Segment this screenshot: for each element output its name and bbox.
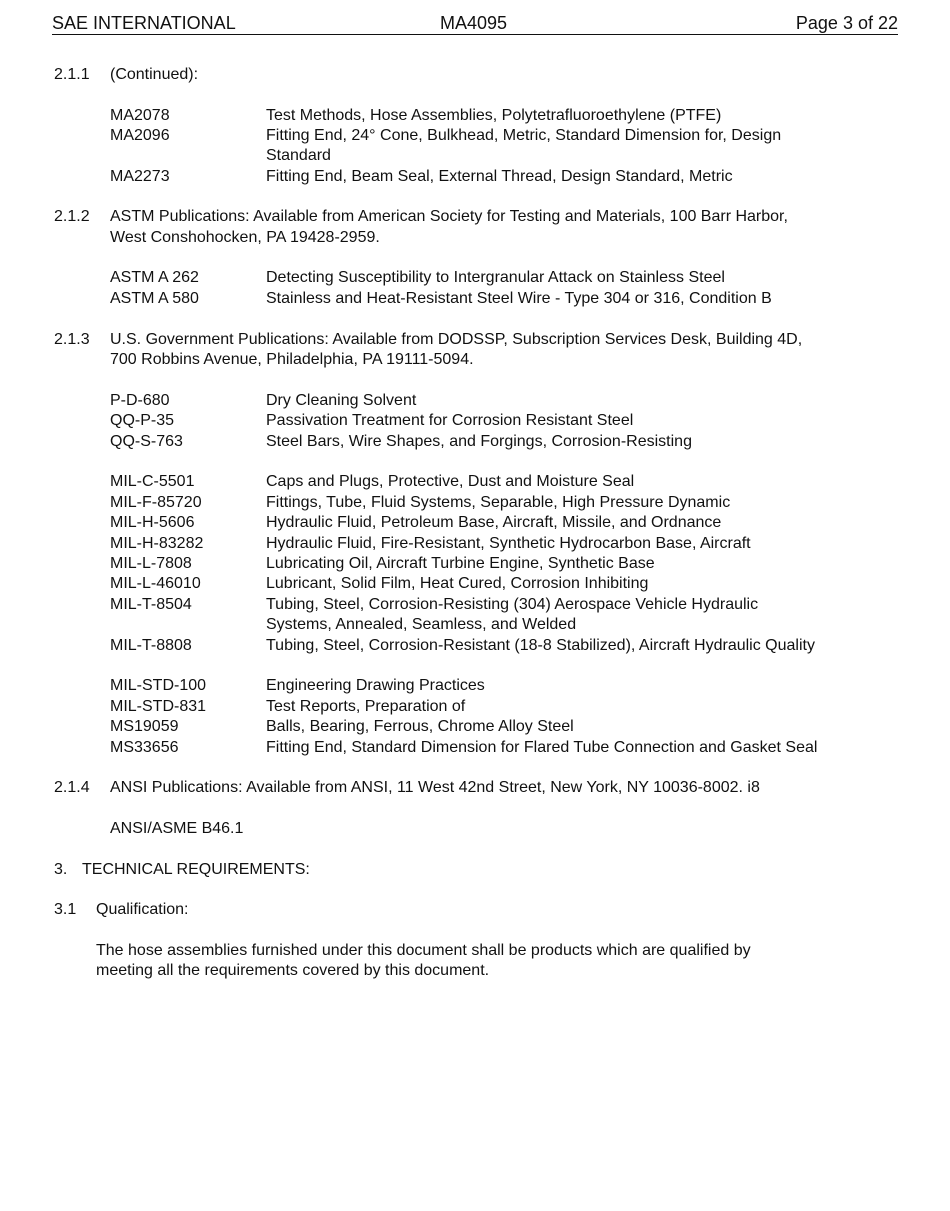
ref-description: Tubing, Steel, Corrosion-Resistant (18-8 Stabilized), Aircraft Hydraulic Quality xyxy=(266,637,815,654)
ref-description: Lubricating Oil, Aircraft Turbine Engine, Synthetic Base xyxy=(266,555,655,572)
ref-description-continued: Standard xyxy=(266,147,331,164)
section-3-1-text-line2: meeting all the requirements covered by this document. xyxy=(96,962,490,979)
ref-code: MIL-T-8504 xyxy=(110,596,192,613)
ref-code: MIL-L-7808 xyxy=(110,555,192,572)
ref-description: Tubing, Steel, Corrosion-Resisting (304) Aerospace Vehicle Hydraulic xyxy=(266,596,759,613)
ref-description: Fitting End, Beam Seal, External Thread, Design Standard, Metric xyxy=(266,168,733,185)
ref-description: Passivation Treatment for Corrosion Resistant Steel xyxy=(266,412,634,429)
ref-description: Hydraulic Fluid, Fire-Resistant, Synthetic Hydrocarbon Base, Aircraft xyxy=(266,535,751,552)
ref-code: MIL-H-5606 xyxy=(110,514,195,531)
ref-description: Caps and Plugs, Protective, Dust and Moisture Seal xyxy=(266,473,635,490)
section-2-1-3-number: 2.1.3 xyxy=(54,331,90,348)
ref-description: Detecting Susceptibility to Intergranular Attack on Stainless Steel xyxy=(266,269,725,286)
ref-code: MA2078 xyxy=(110,107,170,124)
ref-code: MIL-H-83282 xyxy=(110,535,204,552)
section-2-1-3-text-line1: U.S. Government Publications: Available from DODSSP, Subscription Services Desk, Building 4D, xyxy=(110,331,803,348)
ref-code: MIL-L-46010 xyxy=(110,575,201,592)
ref-description-continued: Systems, Annealed, Seamless, and Welded xyxy=(266,616,577,633)
ref-code: MIL-STD-100 xyxy=(110,677,207,694)
section-2-1-4-number: 2.1.4 xyxy=(54,779,90,796)
ref-code: MA2096 xyxy=(110,127,170,144)
header-document-id: MA4095 xyxy=(440,13,508,33)
section-2-1-2-text-line2: West Conshohocken, PA 19428-2959. xyxy=(110,229,380,246)
section-2-1-1-number: 2.1.1 xyxy=(54,66,90,83)
ref-description: Fitting End, 24° Cone, Bulkhead, Metric, Standard Dimension for, Design xyxy=(266,127,782,144)
ref-description: Steel Bars, Wire Shapes, and Forgings, Corrosion-Resisting xyxy=(266,433,692,450)
section-2-1-3-text-line2: 700 Robbins Avenue, Philadelphia, PA 19111-5094. xyxy=(110,351,474,368)
ref-description: Lubricant, Solid Film, Heat Cured, Corrosion Inhibiting xyxy=(266,575,649,592)
ref-code: MIL-C-5501 xyxy=(110,473,195,490)
section-3-number: 3. xyxy=(54,861,68,878)
ref-code: QQ-S-763 xyxy=(110,433,183,450)
section-2-1-4-text: ANSI Publications: Available from ANSI, 11 West 42nd Street, New York, NY 10036-8002. i8 xyxy=(110,779,760,796)
ref-description: Stainless and Heat-Resistant Steel Wire - Type 304 or 316, Condition B xyxy=(266,290,772,307)
ref-code: MS33656 xyxy=(110,739,179,756)
section-3-1-number: 3.1 xyxy=(54,901,77,918)
section-2-1-1-title: (Continued): xyxy=(110,66,199,83)
ref-description: Fittings, Tube, Fluid Systems, Separable, High Pressure Dynamic xyxy=(266,494,731,511)
ref-code: MS19059 xyxy=(110,718,179,735)
section-3-1-text-line1: The hose assemblies furnished under this document shall be products which are qualified by xyxy=(96,942,751,959)
ref-code: ANSI/ASME B46.1 xyxy=(110,820,244,837)
ref-description: Hydraulic Fluid, Petroleum Base, Aircraft, Missile, and Ordnance xyxy=(266,514,722,531)
ref-code: ASTM A 262 xyxy=(110,269,199,286)
page-header xyxy=(52,12,898,35)
ref-code: P-D-680 xyxy=(110,392,170,409)
ref-description: Balls, Bearing, Ferrous, Chrome Alloy Steel xyxy=(266,718,574,735)
section-3-title: TECHNICAL REQUIREMENTS: xyxy=(82,861,310,878)
section-2-1-2-text-line1: ASTM Publications: Available from American Society for Testing and Materials, 100 Barr Harbor, xyxy=(110,208,788,225)
ref-code: MIL-T-8808 xyxy=(110,637,192,654)
section-2-1-2-number: 2.1.2 xyxy=(54,208,90,225)
header-organization: SAE INTERNATIONAL xyxy=(52,13,236,33)
ref-code: ASTM A 580 xyxy=(110,290,199,307)
ref-code: MA2273 xyxy=(110,168,170,185)
ref-description: Dry Cleaning Solvent xyxy=(266,392,417,409)
ref-code: MIL-F-85720 xyxy=(110,494,202,511)
ref-description: Test Reports, Preparation of xyxy=(266,698,466,715)
ref-code: MIL-STD-831 xyxy=(110,698,207,715)
section-3-1-title: Qualification: xyxy=(96,901,189,918)
ref-code: QQ-P-35 xyxy=(110,412,175,429)
header-page-number: Page 3 of 22 xyxy=(795,13,898,33)
ref-description: Test Methods, Hose Assemblies, Polytetrafluoroethylene (PTFE) xyxy=(266,107,722,124)
ref-description: Fitting End, Standard Dimension for Flared Tube Connection and Gasket Seal xyxy=(266,739,818,756)
ref-description: Engineering Drawing Practices xyxy=(266,677,485,694)
